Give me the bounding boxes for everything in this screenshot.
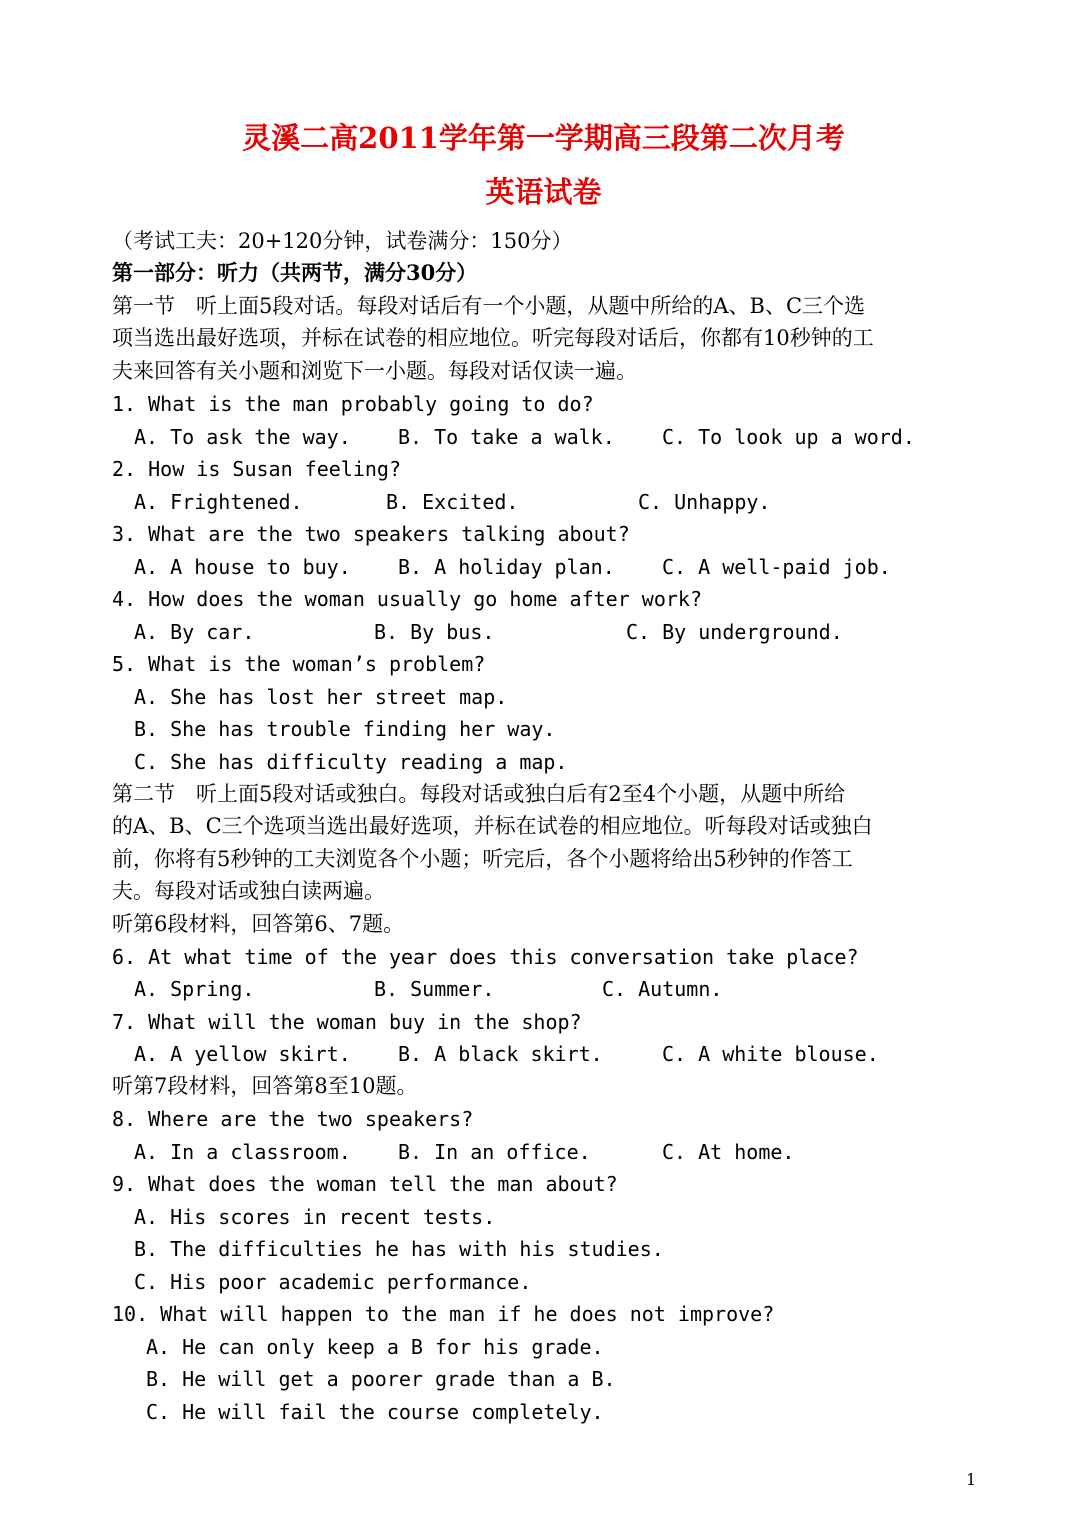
option-b: B. He will get a poorer grade than a B. (146, 1367, 616, 1391)
sec1-intro-line: 第一节 听上面5段对话。每段对话后有一个小题，从题中所给的A、B、C三个选 (112, 294, 866, 318)
option-c: C. She has difficulty reading a map. (134, 750, 568, 774)
option-c: C. His poor academic performance. (134, 1270, 532, 1294)
option-b: B. Excited. (386, 490, 519, 514)
question-stem: 1. What is the man probably going to do? (112, 392, 594, 416)
option-c: C. To look up a word. (662, 425, 915, 449)
material-intro: 听第7段材料，回答第8至10题。 (112, 1074, 418, 1098)
question-stem: 4. How does the woman usually go home after work? (112, 587, 703, 611)
option-b: B. To take a walk. (398, 425, 615, 449)
option-a: A. By car. (134, 620, 255, 644)
option-a: A. A house to buy. (134, 555, 351, 579)
option-a: A. His scores in recent tests. (134, 1205, 496, 1229)
option-b: B. In an office. (398, 1140, 591, 1164)
question-stem: 10. What will happen to the man if he does not improve? (112, 1302, 775, 1326)
sec1-intro-line: 夫来回答有关小题和浏览下一小题。每段对话仅读一遍。 (112, 359, 637, 383)
option-b: B. The difficulties he has with his studies. (134, 1237, 664, 1261)
option-a: A. In a classroom. (134, 1140, 351, 1164)
option-b: B. Summer. (374, 977, 495, 1001)
option-c: C. Unhappy. (638, 490, 771, 514)
option-a: A. He can only keep a B for his grade. (146, 1335, 604, 1359)
option-b: B. She has trouble finding her way. (134, 717, 556, 741)
option-a: A. To ask the way. (134, 425, 351, 449)
sec1-intro-line: 项当选出最好选项，并标在试卷的相应地位。听完每段对话后，你都有10秒钟的工 (112, 326, 874, 350)
option-c: C. A white blouse. (662, 1042, 879, 1066)
option-a: A. Spring. (134, 977, 255, 1001)
exam-info: （考试工夫：20+120分钟，试卷满分：150分） (112, 229, 573, 253)
exam-title: 灵溪二高2011学年第一学期高三段第二次月考 (242, 121, 845, 155)
option-a: A. She has lost her street map. (134, 685, 508, 709)
option-c: C. A well-paid job. (662, 555, 891, 579)
question-stem: 5. What is the woman’s problem? (112, 652, 486, 676)
option-a: A. Frightened. (134, 490, 303, 514)
sec2-intro-line: 第二节 听上面5段对话或独白。每段对话或独白后有2至4个小题，从题中所给 (112, 782, 846, 806)
page-number: 1 (966, 1470, 977, 1489)
option-c: C. By underground. (626, 620, 843, 644)
sec2-intro-line: 的A、B、C三个选项当选出最好选项，并标在试卷的相应地位。听每段对话或独白 (112, 814, 873, 838)
part1-heading: 第一部分：听力（共两节，满分30分） (112, 260, 478, 285)
option-b: B. A black skirt. (398, 1042, 603, 1066)
option-a: A. A yellow skirt. (134, 1042, 351, 1066)
question-stem: 9. What does the woman tell the man about? (112, 1172, 618, 1196)
option-c: C. He will fail the course completely. (146, 1400, 604, 1424)
question-stem: 3. What are the two speakers talking about? (112, 522, 630, 546)
sec2-intro-line: 夫。每段对话或独白读两遍。 (112, 879, 385, 903)
question-stem: 7. What will the woman buy in the shop? (112, 1010, 582, 1034)
question-stem: 2. How is Susan feeling? (112, 457, 401, 481)
question-stem: 8. Where are the two speakers? (112, 1107, 474, 1131)
option-b: B. A holiday plan. (398, 555, 615, 579)
sec2-intro-line: 前，你将有5秒钟的工夫浏览各个小题；听完后，各个小题将给出5秒钟的作答工 (112, 847, 853, 871)
material-intro: 听第6段材料，回答第6、7题。 (112, 912, 405, 936)
question-stem: 6. At what time of the year does this conversation take place? (112, 945, 859, 969)
option-c: C. At home. (662, 1140, 795, 1164)
option-b: B. By bus. (374, 620, 495, 644)
option-c: C. Autumn. (602, 977, 723, 1001)
exam-subtitle: 英语试卷 (485, 175, 602, 209)
